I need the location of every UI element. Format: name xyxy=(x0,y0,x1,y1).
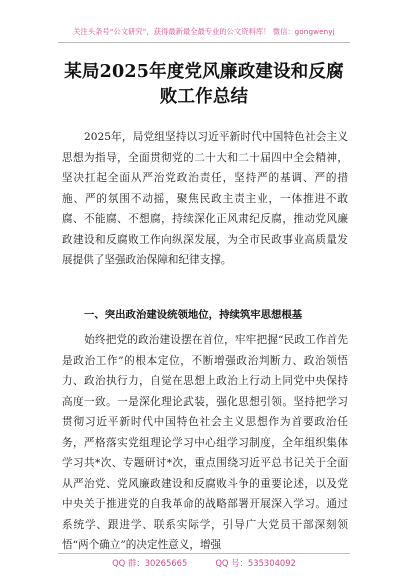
body-paragraph xyxy=(62,330,348,556)
footer-qq-number: QQ 号：535304092 xyxy=(215,558,296,568)
body-paragraph xyxy=(62,127,348,271)
section-heading: 一、突出政治建设统领地位，持续筑牢思想根基 xyxy=(84,309,303,321)
footer-qq-group: QQ 群：30265665 xyxy=(112,558,188,568)
header-divider xyxy=(58,42,350,43)
paragraph-text: 2025年，局党组坚持以习近平新时代中国特色社会主义思想为指导，全面贯彻党的二十大和二十届四中全会精神，坚决扛起全面从严治党政治责任，坚持严的基调、严的措施、严的氛围不动摇，聚焦民政主责主业，一体推进不敢腐、不能腐、不想腐，持续深化正风肃纪反腐，推动党风廉政建设和反腐败工作向纵深发展，为全市民政事业高质量发展提供了坚强政治保障和纪律支撑。 xyxy=(62,131,348,266)
document-title: 某局2025年度党风廉政建设和反腐败工作总结 xyxy=(64,62,344,107)
footer-contact xyxy=(0,557,408,569)
paragraph-text: 始终把党的政治建设摆在首位，牢牢把握“民政工作首先是政治工作”的根本定位，不断增强政治判断力、政治领悟力、政治执行力，自觉在思想上政治上行动上同党中央保持高度一致。一是深化理论武装，强化思想引领。坚持把学习贯彻习近平新时代中国特色社会主义思想作为首要政治任务，严格落实党组理论学习中心组学习制度，全年组织集体学习共*次、专题研讨*次，重点围绕习近平总书记关于全面从严治党、党风廉政建设和反腐败斗争的重要论述，以及党中央关于推进党的自我革命的战略部署开展深入学习。通过系统学、跟进学、联系实际学，引导广大党员干部深刻领悟“两个确立”的决定性意义，增强 xyxy=(62,334,348,551)
header-promo-note: 关注头条号“公文研究”，获得最新最全最专业的公文资料库！ 微信：gongwenyj xyxy=(73,27,335,36)
footer-divider xyxy=(58,553,350,554)
